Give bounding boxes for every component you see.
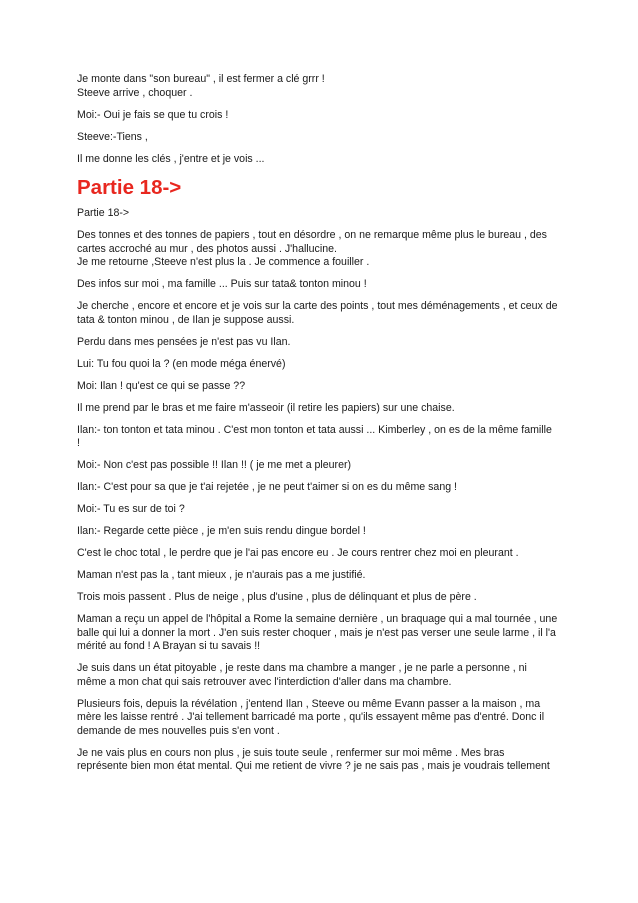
paragraph: [77, 459, 568, 473]
text-line: demande de mes nouvelles puis s'en vont .: [77, 724, 280, 737]
text-line: Je suis dans un état pitoyable , je reste dans ma chambre a manger , je ne parle a personne , ni: [77, 662, 527, 674]
paragraph: [77, 73, 568, 100]
paragraph: [77, 481, 568, 495]
paragraph: [77, 153, 568, 167]
text-line: Maman n'est pas la , tant mieux , je n'aurais pas a me justifié.: [77, 569, 366, 581]
chapter-heading: Partie 18->: [77, 176, 182, 199]
paragraph: [77, 547, 568, 561]
paragraph: [77, 402, 568, 416]
text-line: Perdu dans mes pensées je n'est pas vu Ilan.: [77, 335, 291, 348]
paragraph: [77, 613, 568, 654]
paragraph: [77, 300, 568, 327]
text-line: Moi:- Oui je fais se que tu crois !: [77, 108, 229, 121]
text-line: Il me donne les clés , j'entre et je vois ...: [77, 152, 265, 165]
intro-section: [77, 73, 568, 166]
paragraph: [77, 698, 568, 739]
text-line: même a mon chat qui sais retrouver avec l'interdiction d'aller dans ma chambre.: [77, 675, 452, 688]
paragraph: [77, 229, 568, 270]
paragraph: [77, 109, 568, 123]
text-line: Partie 18->: [77, 207, 130, 219]
text-line: Je ne vais plus en cours non plus , je suis toute seule , renfermer sur moi même . Mes bras: [77, 746, 505, 759]
text-line: Steeve:-Tiens ,: [77, 130, 148, 143]
paragraph: [77, 207, 568, 221]
paragraph: [77, 503, 568, 517]
text-line: Je me retourne ,Steeve n'est plus la . Je commence a fouiller .: [77, 256, 370, 268]
paragraph: [77, 525, 568, 539]
text-line: Ilan:- Regarde cette pièce , je m'en suis rendu dingue bordel !: [77, 525, 366, 537]
text-line: Je monte dans "son bureau" , il est fermer a clé grrr !: [77, 73, 325, 85]
paragraph: [77, 336, 568, 350]
text-line: cartes accroché au mur , des photos aussi . J'hallucine.: [77, 242, 337, 255]
paragraph: [77, 747, 568, 774]
paragraph: [77, 591, 568, 605]
text-line: représente bien mon état mental. Qui me retient de vivre ? je ne sais pas , mais je voudrais tellement: [77, 760, 550, 772]
text-line: Moi:- Tu es sur de toi ?: [77, 503, 185, 515]
text-line: Plusieurs fois, depuis la révélation , j'entend Ilan , Steeve ou même Evann passer a la maison , ma: [77, 697, 541, 710]
text-line: Moi:- Non c'est pas possible !! Ilan !! ( je me met a pleurer): [77, 459, 352, 471]
text-line: Ilan:- C'est pour sa que je t'ai rejetée , je ne peut t'aimer si on es du même sang !: [77, 481, 457, 493]
text-line: Trois mois passent . Plus de neige , plus d'usine , plus de délinquant et plus de père .: [77, 591, 477, 603]
text-line: C'est le choc total , le perdre que je l'ai pas encore eu . Je cours rentrer chez moi en pleurant .: [77, 547, 519, 559]
text-line: Maman a reçu un appel de l'hôpital a Rome la semaine dernière , un braquage qui a mal tournée , une: [77, 613, 558, 625]
paragraph: [77, 380, 568, 394]
paragraph: [77, 131, 568, 145]
paragraph: [77, 662, 568, 689]
text-line: !: [77, 437, 80, 449]
text-line: Moi: Ilan ! qu'est ce qui se passe ??: [77, 379, 246, 392]
text-line: Ilan:- ton tonton et tata minou . C'est mon tonton et tata aussi ... Kimberley , on es de la même famille: [77, 423, 552, 436]
paragraph: [77, 278, 568, 292]
text-line: balle qui lui a donner la mort . J'en suis rester choquer , mais je n'est pas verser une seule larme , il l'a: [77, 626, 556, 639]
chapter-body: [77, 207, 568, 774]
text-line: Je cherche , encore et encore et je vois sur la carte des points , tout mes déménagements , et ceux de: [77, 300, 558, 312]
text-line: Des tonnes et des tonnes de papiers , tout en désordre , on ne remarque même plus le bureau , des: [77, 229, 547, 241]
text-line: mère les laisse rentré . J'ai tellement barricadé ma porte , qu'ils essayent même pas d'entré. Donc il: [77, 711, 545, 723]
paragraph: [77, 358, 568, 372]
text-line: mérité au fond ! A Brayan si tu savais !!: [77, 640, 261, 652]
text-line: Des infos sur moi , ma famille ... Puis sur tata& tonton minou !: [77, 278, 367, 290]
paragraph: [77, 569, 568, 583]
text-line: tata & tonton minou , de Ilan je suppose aussi.: [77, 313, 295, 326]
text-line: Steeve arrive , choquer .: [77, 86, 193, 99]
paragraph: [77, 424, 568, 451]
text-line: Lui: Tu fou quoi la ? (en mode méga énervé): [77, 357, 286, 370]
text-line: Il me prend par le bras et me faire m'asseoir (il retire les papiers) sur une chaise.: [77, 401, 455, 414]
